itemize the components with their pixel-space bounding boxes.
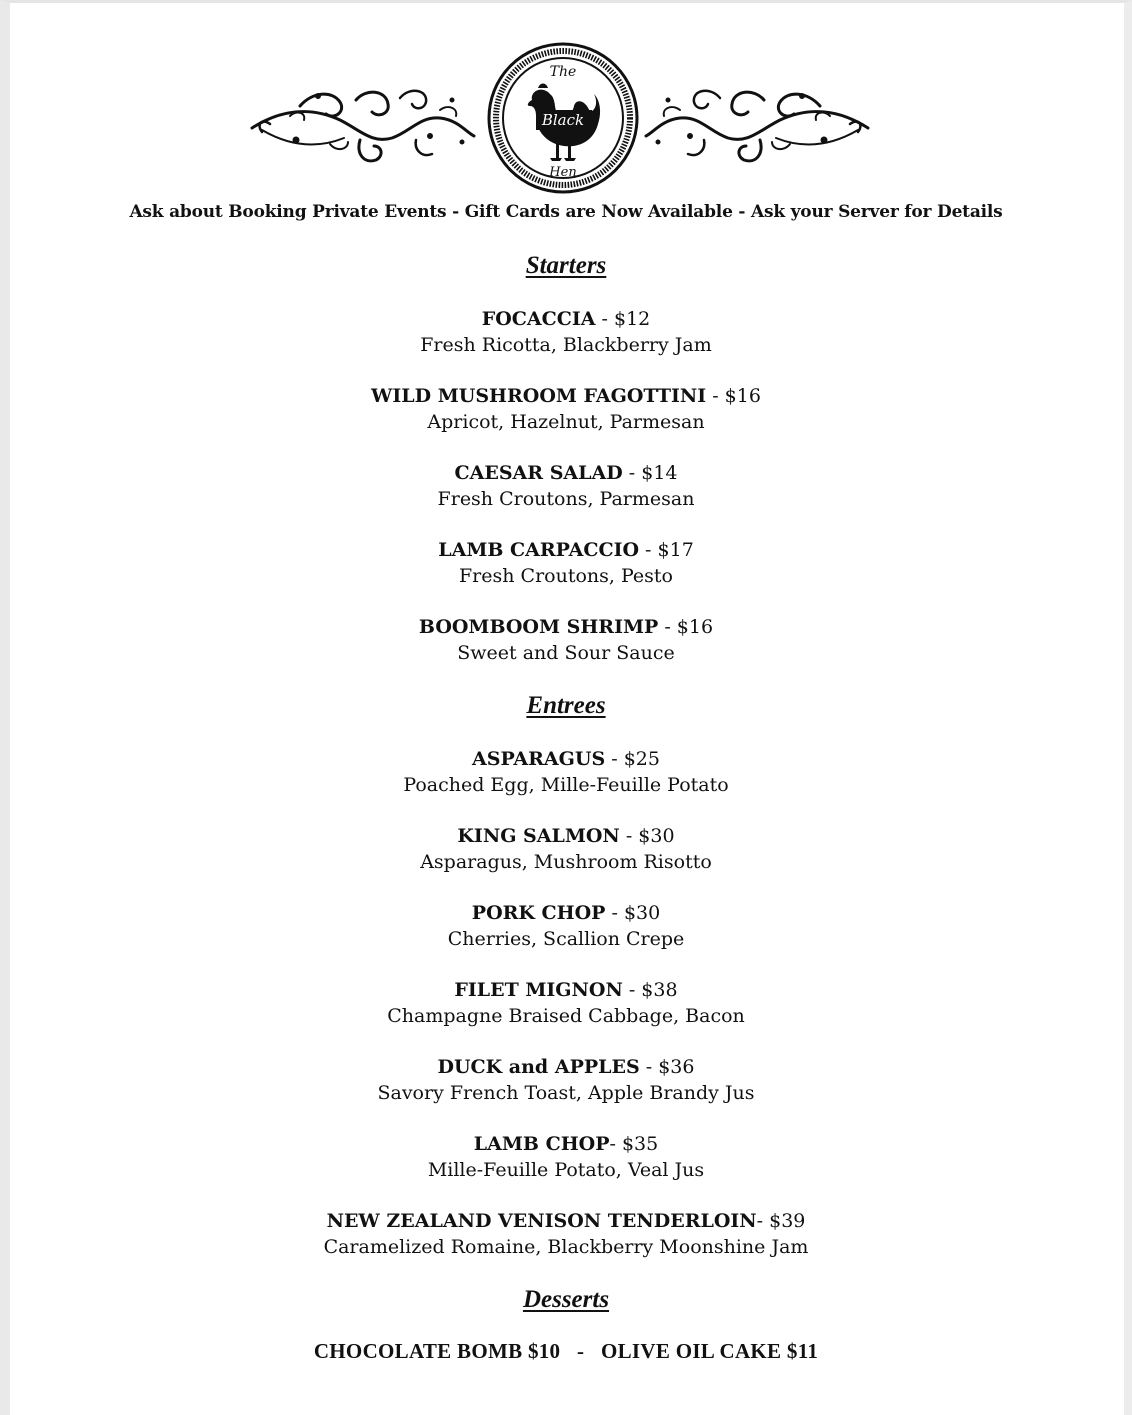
item-name: LAMB CARPACCIO (438, 539, 640, 561)
item-price: - $14 (622, 462, 678, 484)
item-price: - $25 (605, 748, 660, 770)
menu-item (0, 614, 1132, 666)
item-description: Cherries, Scallion Crepe (447, 928, 685, 950)
item-name: KING SALMON (457, 825, 620, 847)
menu-header (0, 40, 1132, 200)
menu-item (0, 1054, 1132, 1106)
item-price: - $36 (639, 1056, 695, 1078)
item-description: Caramelized Romaine, Blackberry Moonshine Jam (323, 1236, 809, 1258)
menu-item (0, 900, 1132, 952)
item-name: PORK CHOP (471, 902, 606, 924)
section-title-desserts: Desserts (522, 1286, 610, 1313)
menu-item (0, 746, 1132, 798)
menu-item (0, 1208, 1132, 1260)
item-description: Mille-Feuille Potato, Veal Jus (427, 1159, 705, 1181)
item-description: Poached Egg, Mille-Feuille Potato (403, 774, 729, 796)
item-name: FILET MIGNON (454, 979, 623, 1001)
item-description: Champagne Braised Cabbage, Bacon (387, 1005, 745, 1027)
item-name: WILD MUSHROOM FAGOTTINI (371, 385, 707, 407)
item-price: - $16 (658, 616, 714, 638)
item-price: - $35 (609, 1133, 659, 1155)
logo-hen-text: Hen (549, 165, 577, 180)
menu-item (0, 383, 1132, 435)
item-name: NEW ZEALAND VENISON TENDERLOIN (326, 1210, 757, 1232)
logo-the-text: The (549, 64, 577, 80)
menu-item (0, 537, 1132, 589)
item-price: - $17 (639, 539, 694, 561)
logo-graphic (0, 40, 1132, 200)
logo-black-text: Black (541, 111, 585, 129)
flourish-left-ornament (252, 91, 474, 161)
item-description: Fresh Croutons, Parmesan (437, 488, 695, 510)
section-title-entrees: Entrees (526, 692, 606, 719)
desserts-list: CHOCOLATE BOMB $10 - OLIVE OIL CAKE $11 (313, 1339, 819, 1363)
menu-item (0, 460, 1132, 512)
item-description: Fresh Croutons, Pesto (459, 565, 673, 587)
item-price: - $39 (756, 1210, 806, 1232)
menu-item (0, 823, 1132, 875)
menu-item (0, 1131, 1132, 1183)
item-name: FOCACCIA (481, 308, 596, 330)
item-name: CAESAR SALAD (454, 462, 623, 484)
emblem-seal (489, 44, 637, 192)
menu-item (0, 306, 1132, 358)
item-price: - $38 (622, 979, 678, 1001)
item-description: Asparagus, Mushroom Risotto (420, 851, 712, 873)
item-name: LAMB CHOP (473, 1133, 610, 1155)
item-price: - $30 (605, 902, 661, 924)
item-description: Savory French Toast, Apple Brandy Jus (377, 1082, 755, 1104)
menu-item (0, 977, 1132, 1029)
item-name: BOOMBOOM SHRIMP (418, 616, 659, 638)
item-price: - $30 (619, 825, 675, 847)
item-price: - $12 (595, 308, 651, 330)
tagline: Ask about Booking Private Events - Gift Cards are Now Available - Ask your Server for Details (129, 202, 1003, 222)
flourish-right-ornament (646, 91, 868, 161)
item-price: - $16 (706, 385, 761, 407)
item-name: ASPARAGUS (472, 748, 606, 770)
item-name: DUCK and APPLES (437, 1056, 640, 1078)
item-description: Apricot, Hazelnut, Parmesan (427, 411, 705, 433)
item-description: Fresh Ricotta, Blackberry Jam (420, 334, 712, 356)
section-title-starters: Starters (525, 252, 607, 279)
item-description: Sweet and Sour Sauce (457, 642, 675, 664)
